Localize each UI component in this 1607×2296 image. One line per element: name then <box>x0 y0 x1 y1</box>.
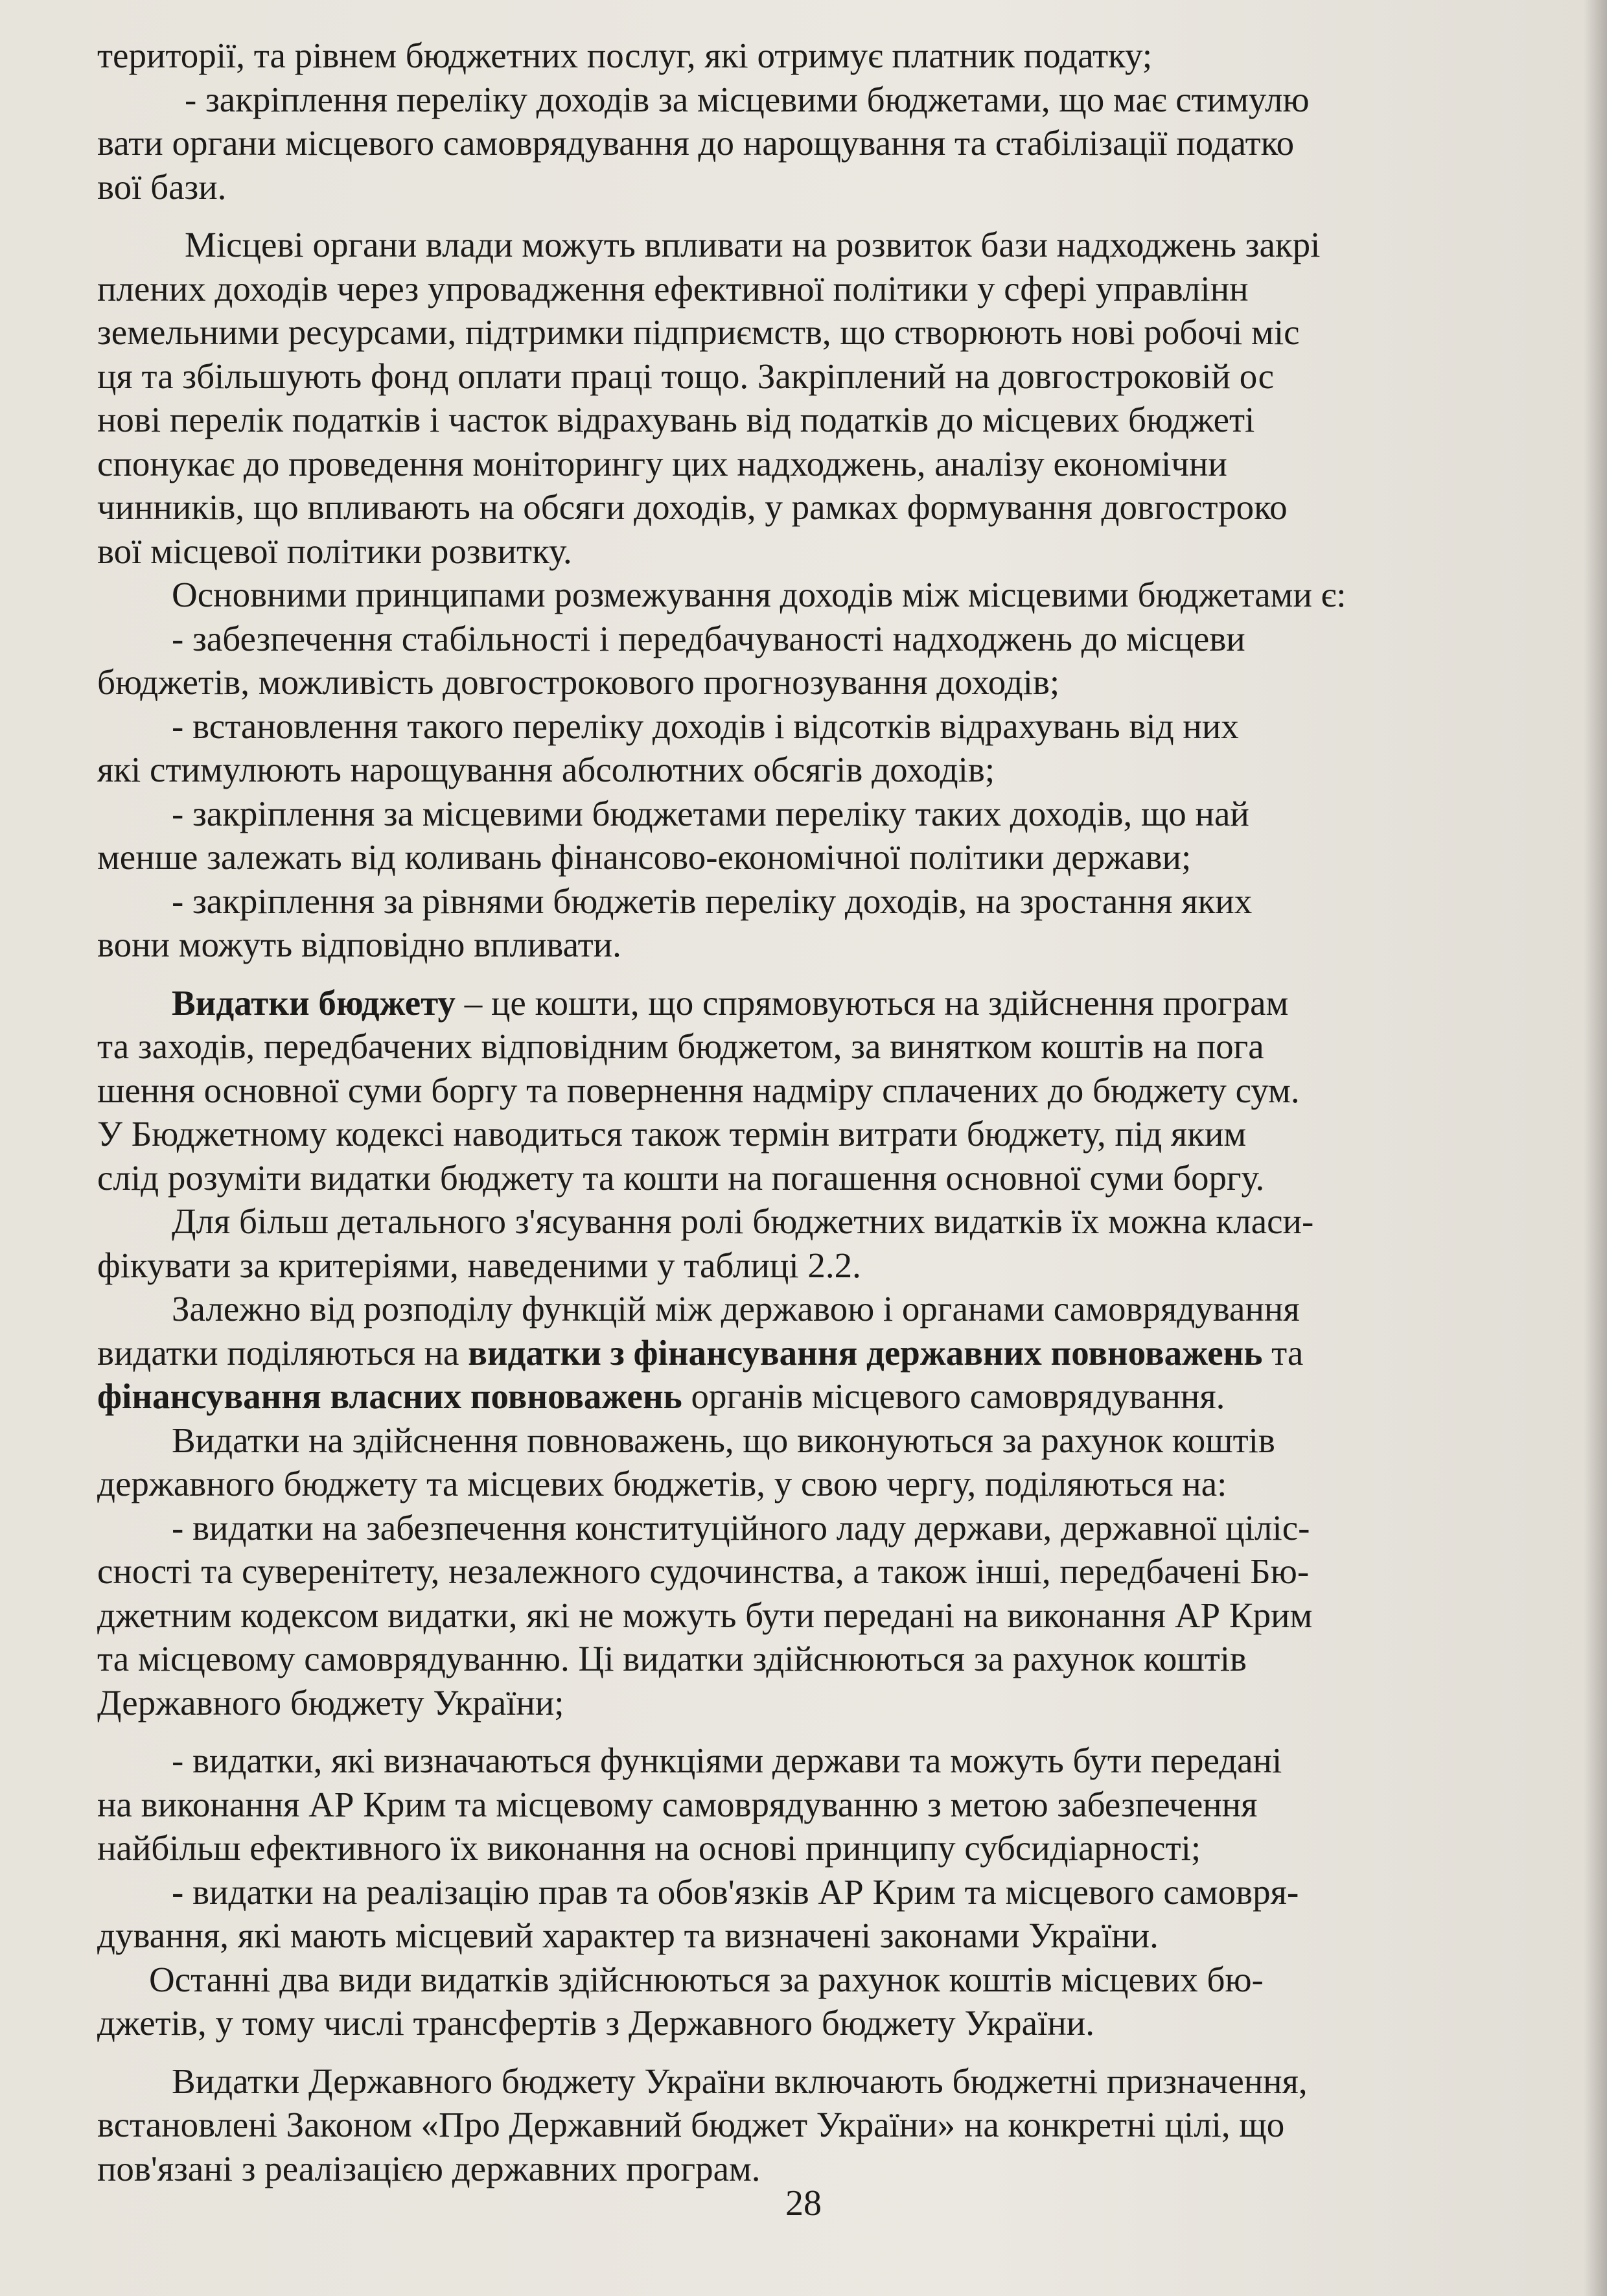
text-line: - закріплення переліку доходів за місцевими бюджетами, що має стимулю <box>185 79 1310 119</box>
text-line <box>97 1374 1607 1419</box>
page-number: 28 <box>785 2183 822 2223</box>
text-line: Останні два види видатків здійснюються за рахунок коштів місцевих бю- <box>149 1959 1264 1999</box>
text-line: встановлені Законом «Про Державний бюджет України» на конкретні цілі, що <box>97 2105 1285 2144</box>
paragraph-gap <box>97 1724 1607 1739</box>
term-bold: видатки з фінансування державних повноважень <box>468 1332 1263 1373</box>
text-line: вої місцевої політики розвитку. <box>97 531 572 571</box>
text-line: вати органи місцевого самоврядування до нарощування та стабілізації податко <box>97 123 1295 163</box>
paragraph-gap <box>97 2045 1607 2059</box>
text-line <box>97 1331 1607 1375</box>
text-line: - закріплення за рівнями бюджетів переліку доходів, на зростання яких <box>172 881 1253 921</box>
text-span: видатки поділяються на <box>97 1332 468 1373</box>
text-line: - видатки, які визначаються функціями держави та можуть бути передані <box>172 1741 1282 1780</box>
text-line <box>97 981 1607 1025</box>
text-line: державного бюджету та місцевих бюджетів, у свою чергу, поділяються на: <box>97 1464 1227 1503</box>
text-line: пов'язані з реалізацією державних програм. <box>97 2148 761 2188</box>
text-line: Місцеві органи влади можуть впливати на розвиток бази надходжень закрі <box>185 225 1321 264</box>
text-span: та <box>1262 1332 1304 1373</box>
text-line: та заходів, передбачених відповідним бюджетом, за винятком коштів на пога <box>97 1026 1264 1066</box>
text-line: фікувати за критеріями, наведеними у таблиці 2.2. <box>97 1245 861 1285</box>
text-line: менше залежать від коливань фінансово-економічної політики держави; <box>97 837 1192 877</box>
paragraph-gap <box>97 967 1607 981</box>
text-line: Державного бюджету України; <box>97 1682 564 1722</box>
text-line: ця та збільшують фонд оплати праці тощо. Закріплений на довгостроковій ос <box>97 356 1274 396</box>
text-line: - видатки на реалізацію прав та обов'язків АР Крим та місцевого самовря- <box>172 1872 1299 1912</box>
text-line: на виконання АР Крим та місцевому самоврядуванню з метою забезпечення <box>97 1784 1258 1824</box>
term-bold: Видатки бюджету <box>172 982 456 1023</box>
text-line: - забезпечення стабільності і передбачуваності надходжень до місцеви <box>172 618 1245 658</box>
text-line: У Бюджетному кодексі наводиться також термін витрати бюджету, під яким <box>97 1114 1247 1154</box>
text-line: та місцевому самоврядуванню. Ці видатки здійснюються за рахунок коштів <box>97 1639 1247 1678</box>
text-line: плених доходів через упровадження ефективної політики у сфері управлінн <box>97 268 1249 308</box>
text-line: які стимулюють нарощування абсолютних обсягів доходів; <box>97 750 995 789</box>
text-line: Видатки Державного бюджету України включають бюджетні призначення, <box>172 2061 1308 2101</box>
text-line: дування, які мають місцевий характер та визначені законами України. <box>97 1916 1159 1955</box>
text-span: органів місцевого самоврядування. <box>682 1376 1225 1416</box>
term-bold: фінансування власних повноважень <box>97 1376 682 1416</box>
text-line: спонукає до проведення моніторингу цих надходжень, аналізу економічни <box>97 443 1227 483</box>
text-line: сності та суверенітету, незалежного судочинства, а також інші, передбачені Бю- <box>97 1551 1310 1591</box>
text-line: Основними принципами розмежування доходів між місцевими бюджетами є: <box>172 575 1347 614</box>
text-line: Для більш детального з'ясування ролі бюджетних видатків їх можна класи- <box>172 1201 1314 1241</box>
text-line: найбільш ефективного їх виконання на основі принципу субсидіарності; <box>97 1828 1201 1868</box>
text-line: - закріплення за місцевими бюджетами переліку таких доходів, що най <box>172 793 1249 833</box>
text-line: вої бази. <box>97 167 227 207</box>
text-line: шення основної суми боргу та повернення надміру сплачених до бюджету сум. <box>97 1070 1300 1110</box>
text-line: слід розуміти видатки бюджету та кошти на погашення основної суми боргу. <box>97 1157 1265 1198</box>
paragraph-gap <box>97 209 1607 223</box>
text-line: Видатки на здійснення повноважень, що виконуються за рахунок коштів <box>172 1420 1275 1460</box>
text-line: чинників, що впливають на обсяги доходів, у рамках формування довгостроко <box>97 487 1288 527</box>
text-line: бюджетів, можливість довгострокового прогнозування доходів; <box>97 662 1060 702</box>
text-line: - встановлення такого переліку доходів і відсотків відрахувань від них <box>172 706 1239 746</box>
text-line: - видатки на забезпечення конституційного ладу держави, державної ціліс- <box>172 1507 1310 1548</box>
text-line: території, та рівнем бюджетних послуг, які отримує платник податку; <box>97 36 1153 75</box>
text-line: джетним кодексом видатки, які не можуть бути передані на виконання АР Крим <box>97 1595 1313 1635</box>
text-line: джетів, у тому числі трансфертів з Державного бюджету України. <box>97 2003 1094 2043</box>
text-line: Залежно від розподілу функцій між державою і органами самоврядування <box>172 1289 1300 1328</box>
document-body <box>97 34 1607 2190</box>
text-line: вони можуть відповідно впливати. <box>97 925 621 964</box>
text-line: земельними ресурсами, підтримки підприємств, що створюють нові робочі міс <box>97 312 1300 352</box>
text-span: – це кошти, що спрямовуються на здійснення програм <box>456 982 1289 1023</box>
text-line: нові перелік податків і часток відрахувань від податків до місцевих бюджеті <box>97 400 1255 439</box>
